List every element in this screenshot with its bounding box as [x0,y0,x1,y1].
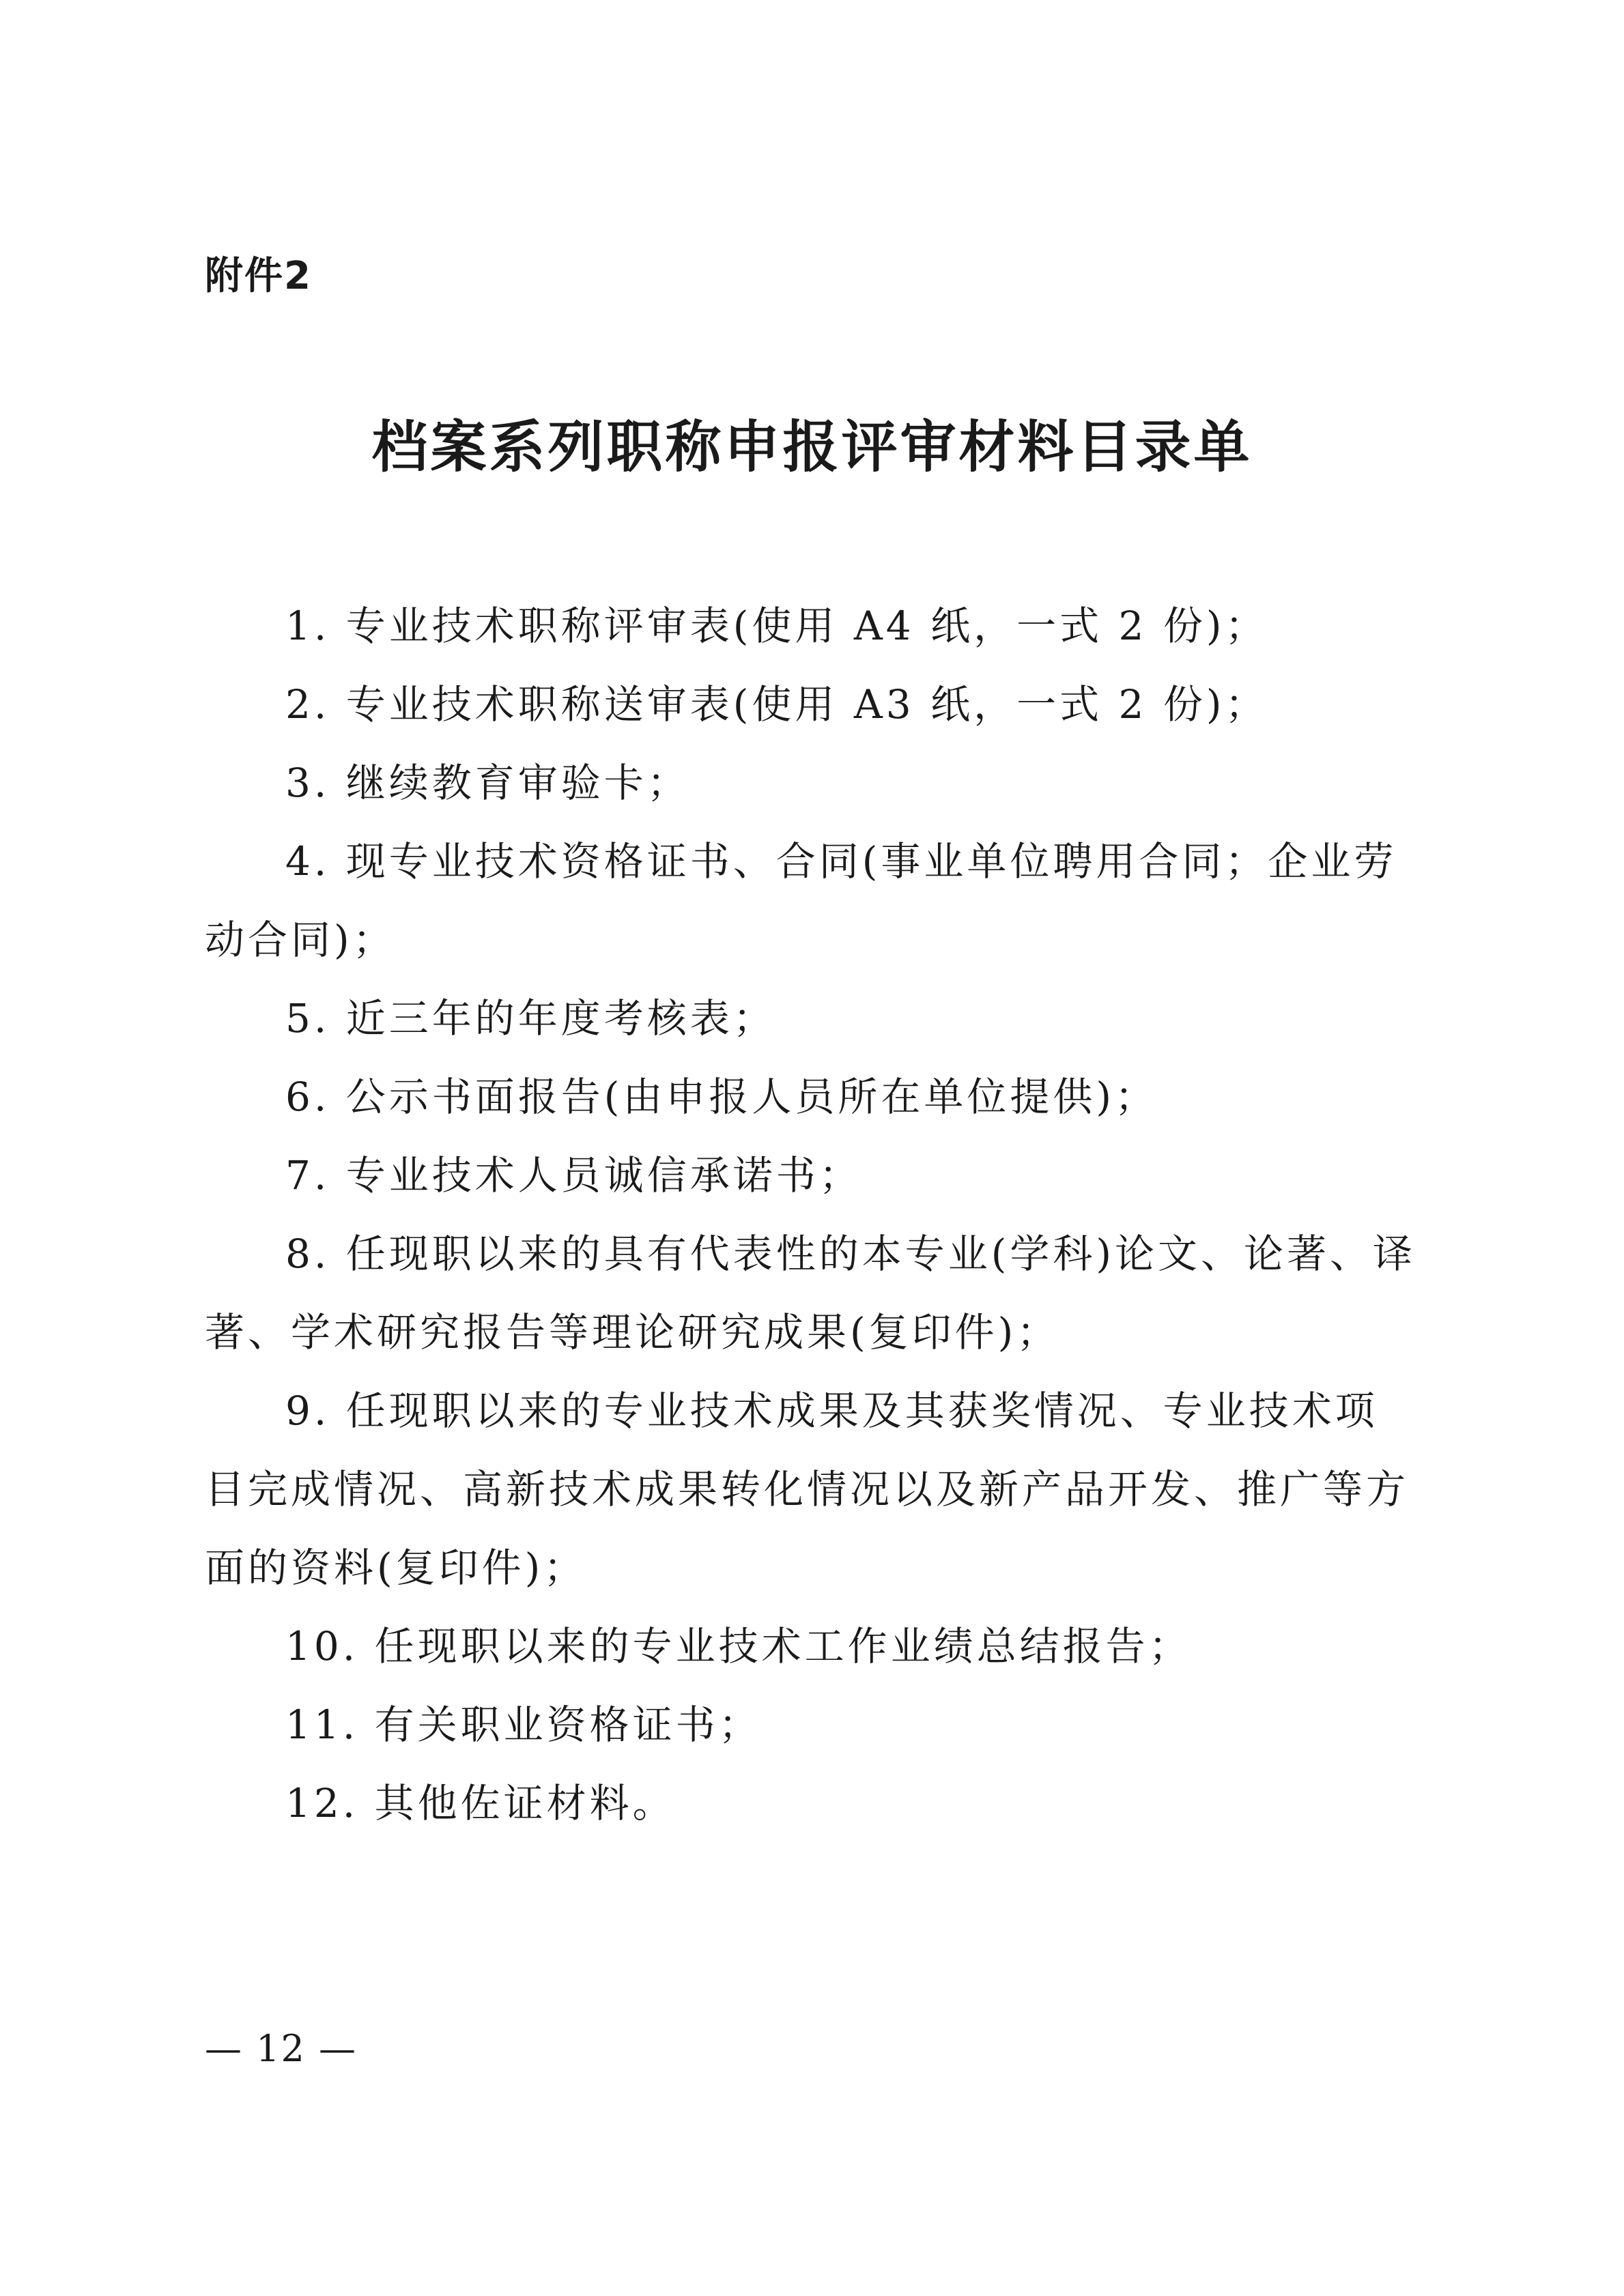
list-item: 7. 专业技术人员诚信承诺书； [285,1152,862,1199]
list-item: 3. 继续教育审验卡； [285,760,690,806]
page-number: — 12 — [205,2027,358,2070]
document-title: 档案系列职称申报评审材料目录单 [371,415,1253,480]
list-item: 11. 有关职业资格证书； [285,1702,762,1748]
attachment-label: 附件2 [205,254,312,298]
list-item: 8. 任现职以来的具有代表性的本专业(学科)论文、论著、译著、学术研究报告等理论研究成果(复印件)； [205,1231,1416,1355]
list-item: 6. 公示书面报告(由申报人员所在单位提供)； [285,1074,1158,1120]
list-item: 9. 任现职以来的专业技术成果及其获奖情况、专业技术项目完成情况、高新技术成果转化情况以及新产品开发、推广等方面的资料(复印件)； [205,1388,1410,1591]
list-item: 5. 近三年的年度考核表； [285,995,776,1042]
list-item: 1. 专业技术职称评审表(使用 A4 纸，一式 2 份)； [285,603,1268,649]
list-item: 12. 其他佐证材料。 [285,1780,676,1826]
list-item: 10. 任现职以来的专业技术工作业绩总结报告； [285,1623,1192,1669]
list-item: 2. 专业技术职称送审表(使用 A3 纸，一式 2 份)； [285,681,1268,728]
materials-list [205,587,1420,1843]
list-item: 4. 现专业技术资格证书、合同(事业单位聘用合同；企业劳动合同)； [205,838,1397,963]
